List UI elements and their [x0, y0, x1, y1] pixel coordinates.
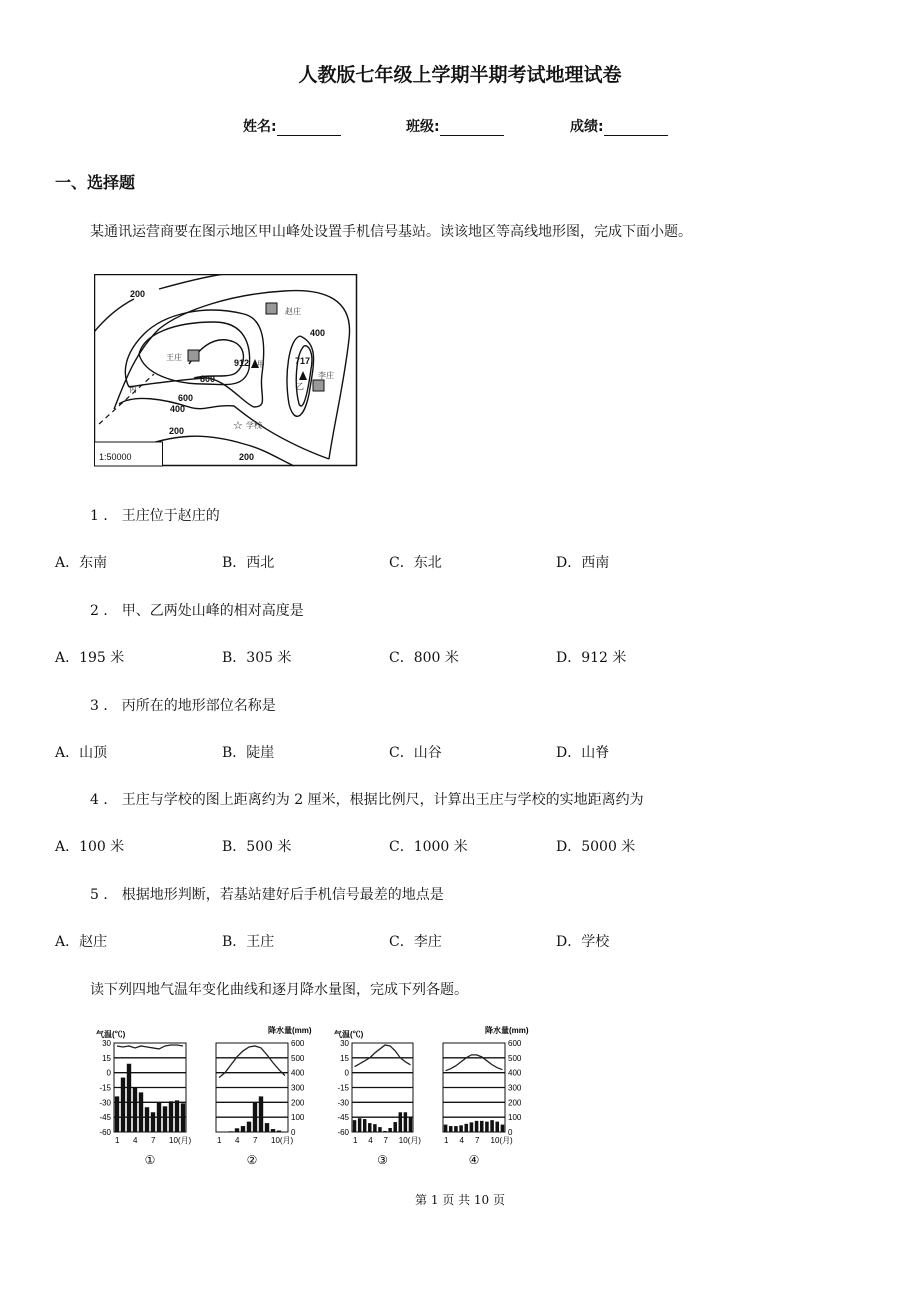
y-tick-label: 400 [291, 1068, 305, 1078]
axis-title: 降水量(mm) [485, 1026, 529, 1035]
answer-option[interactable]: B．陡崖 [222, 745, 275, 761]
village-icon [266, 303, 277, 314]
y-tick-label: 0 [508, 1128, 513, 1137]
axis-title: 气温(℃) [334, 1030, 364, 1039]
answer-option[interactable]: D．5000 米 [556, 839, 636, 855]
precip-bar [358, 1118, 361, 1132]
y-tick-label: -45 [99, 1113, 111, 1123]
x-tick-label: 4 [235, 1136, 240, 1145]
y-tick-label: 0 [344, 1068, 349, 1078]
question-stem: 2 ． 甲、乙两处山峰的相对高度是 [90, 603, 304, 619]
y-tick-label: 30 [102, 1039, 111, 1048]
precip-bar [409, 1117, 412, 1132]
x-tick-label: 10(月) [490, 1136, 513, 1145]
x-tick-label: 7 [253, 1136, 258, 1145]
precip-bar [253, 1102, 257, 1132]
precip-bar [115, 1096, 119, 1132]
precip-bar [470, 1122, 474, 1132]
precip-bar [235, 1128, 239, 1132]
y-tick-label: 200 [508, 1098, 522, 1108]
precip-bar [157, 1102, 161, 1132]
x-tick-label: 4 [459, 1136, 464, 1145]
peak-elevation: 717 [295, 356, 311, 366]
precip-bar [363, 1119, 366, 1132]
y-tick-label: -15 [99, 1083, 111, 1093]
axis-title: 降水量(mm) [268, 1026, 312, 1035]
name-label: 姓名: [243, 119, 277, 135]
name-field[interactable] [243, 116, 341, 136]
y-tick-label: -60 [99, 1128, 111, 1137]
precip-bar [485, 1122, 489, 1132]
precip-bar [495, 1122, 499, 1132]
class-field[interactable] [406, 116, 504, 136]
x-tick-label: 4 [133, 1136, 138, 1145]
chart-label: ④ [468, 1153, 480, 1167]
place-label-wang: 王庄 [166, 353, 182, 362]
contour-label: 200 [169, 426, 185, 436]
peak-name: 乙 [296, 382, 304, 391]
precip-bar [459, 1125, 463, 1132]
contour-label: 800 [200, 374, 216, 384]
x-tick-label: 1 [217, 1136, 222, 1145]
answer-option[interactable]: C．东北 [389, 555, 442, 571]
village-icon [188, 350, 199, 361]
answer-option[interactable]: B．500 米 [222, 839, 292, 855]
y-tick-label: 15 [102, 1053, 111, 1063]
x-tick-label: 7 [475, 1136, 480, 1145]
x-tick-label: 10(月) [169, 1136, 192, 1145]
answer-option[interactable]: A．山顶 [55, 745, 108, 761]
x-tick-label: 7 [151, 1136, 156, 1145]
place-label-li: 李庄 [318, 371, 334, 380]
precip-bar [241, 1126, 245, 1132]
y-tick-label: 500 [508, 1053, 522, 1063]
y-tick-label: 300 [291, 1083, 305, 1093]
y-tick-label: 600 [291, 1039, 305, 1048]
y-tick-label: 100 [508, 1113, 522, 1123]
y-tick-label: 30 [340, 1039, 349, 1048]
y-tick-label: 600 [508, 1039, 522, 1048]
village-icon [313, 380, 324, 391]
x-tick-label: 1 [115, 1136, 120, 1145]
class-label: 班级: [406, 119, 440, 135]
precip-bar [449, 1126, 453, 1132]
y-tick-label: 0 [291, 1128, 296, 1137]
x-tick-label: 10(月) [271, 1136, 294, 1145]
temp-line [117, 1045, 183, 1049]
precip-bar [475, 1121, 479, 1132]
x-tick-label: 7 [383, 1136, 388, 1145]
answer-option[interactable]: C．李庄 [389, 934, 442, 950]
precip-bar [259, 1096, 263, 1132]
question-stem: 1 ． 王庄位于赵庄的 [90, 508, 220, 524]
question-stem: 5 ． 根据地形判断，若基站建好后手机信号最差的地点是 [90, 887, 444, 903]
precip-bar [169, 1101, 173, 1132]
precip-bar [247, 1122, 251, 1132]
page-title: 人教版七年级上学期半期考试地理试卷 [298, 64, 622, 86]
y-tick-label: -30 [337, 1098, 349, 1108]
peak-elevation: 912 [234, 358, 250, 368]
climate-charts [90, 1020, 550, 1170]
y-tick-label: 300 [508, 1083, 522, 1093]
peak-name: 甲 [257, 360, 265, 369]
answer-option[interactable]: A．东南 [55, 555, 108, 571]
y-tick-label: 100 [291, 1113, 305, 1123]
y-tick-label: 400 [508, 1068, 522, 1078]
precip-bar [490, 1120, 494, 1132]
star-icon: ☆ [233, 420, 243, 432]
y-tick-label: -15 [337, 1083, 349, 1093]
precip-bar [388, 1128, 391, 1132]
contour-label: 400 [310, 328, 326, 338]
precip-bar [353, 1120, 356, 1132]
answer-option[interactable]: C．山谷 [389, 745, 442, 761]
score-label: 成绩: [570, 119, 604, 135]
precip-bar [480, 1121, 484, 1132]
precip-bar [151, 1112, 155, 1132]
answer-option[interactable]: D．912 米 [556, 650, 627, 666]
question-stem: 4 ． 王庄与学校的图上距离约为 2 厘米，根据比例尺，计算出王庄与学校的实地距离约为 [90, 792, 644, 808]
answer-option[interactable]: D．学校 [556, 934, 610, 950]
precip-bar [133, 1088, 137, 1133]
temp-line [355, 1045, 411, 1067]
y-tick-label: -45 [337, 1113, 349, 1123]
precip-bar [145, 1107, 149, 1132]
contour-label: 400 [170, 404, 186, 414]
precip-bar [163, 1106, 167, 1132]
precip-bar [121, 1078, 125, 1132]
precip-bar [265, 1123, 269, 1132]
precip-bar [175, 1100, 179, 1132]
precip-bar [464, 1124, 468, 1132]
x-tick-label: 1 [444, 1136, 449, 1145]
question-stem: 3 ． 丙所在的地形部位名称是 [90, 698, 276, 714]
precip-bar [404, 1112, 407, 1132]
precip-bar [373, 1124, 376, 1132]
axis-title: 气温(℃) [96, 1030, 126, 1039]
answer-option[interactable]: D．西南 [556, 555, 610, 571]
chart-label: ① [144, 1153, 156, 1167]
chart-label: ② [246, 1153, 258, 1167]
contour-label: 200 [130, 289, 146, 299]
precip-bar [229, 1131, 233, 1132]
map-scale: 1:50000 [99, 452, 132, 462]
precip-bar [383, 1131, 386, 1132]
place-label-bing: 丙 [129, 385, 137, 394]
page-footer: 第 1 页 共 10 页 [415, 1193, 505, 1207]
answer-option[interactable]: C．800 米 [389, 650, 459, 666]
y-tick-label: -30 [99, 1098, 111, 1108]
x-tick-label: 4 [368, 1136, 373, 1145]
precip-bar [378, 1127, 381, 1132]
place-label-school: 学校 [246, 421, 262, 430]
answer-option[interactable]: A．100 米 [55, 839, 125, 855]
answer-option[interactable]: D．山脊 [556, 745, 610, 761]
precip-bar [139, 1092, 143, 1132]
precip-bar [454, 1126, 458, 1132]
y-tick-label: 500 [291, 1053, 305, 1063]
answer-option[interactable]: C．1000 米 [389, 839, 468, 855]
precip-bar [181, 1103, 185, 1132]
precip-bar [277, 1131, 281, 1132]
intro-text: 某通讯运营商要在图示地区甲山峰处设置手机信号基站。读该地区等高线地形图，完成下面小题。 [90, 224, 692, 240]
x-tick-label: 1 [353, 1136, 358, 1145]
x-tick-label: 10(月) [398, 1136, 421, 1145]
y-tick-label: 0 [106, 1068, 111, 1078]
y-tick-label: 15 [340, 1053, 349, 1063]
precip-bar [501, 1125, 505, 1132]
contour-label: 200 [239, 452, 255, 462]
place-label-zhao: 赵庄 [285, 307, 301, 316]
answer-option[interactable]: A．赵庄 [55, 934, 108, 950]
score-field[interactable] [570, 116, 668, 136]
y-tick-label: -60 [337, 1128, 349, 1137]
y-tick-label: 200 [291, 1098, 305, 1108]
chart-label: ③ [377, 1153, 388, 1167]
answer-option[interactable]: A．195 米 [55, 650, 125, 666]
precip-bar [368, 1123, 371, 1132]
precip-bar [271, 1129, 275, 1132]
answer-option[interactable]: B．王庄 [222, 934, 275, 950]
contour-map [94, 274, 358, 467]
intro-text-2: 读下列四地气温年变化曲线和逐月降水量图，完成下列各题。 [90, 982, 468, 998]
precip-bar [393, 1122, 396, 1132]
answer-option[interactable]: B．西北 [222, 555, 275, 571]
precip-bar [399, 1112, 402, 1132]
precip-bar [127, 1064, 131, 1132]
answer-option[interactable]: B．305 米 [222, 650, 292, 666]
contour-label: 600 [178, 393, 194, 403]
section-heading: 一、选择题 [55, 173, 136, 192]
precip-bar [444, 1125, 448, 1132]
